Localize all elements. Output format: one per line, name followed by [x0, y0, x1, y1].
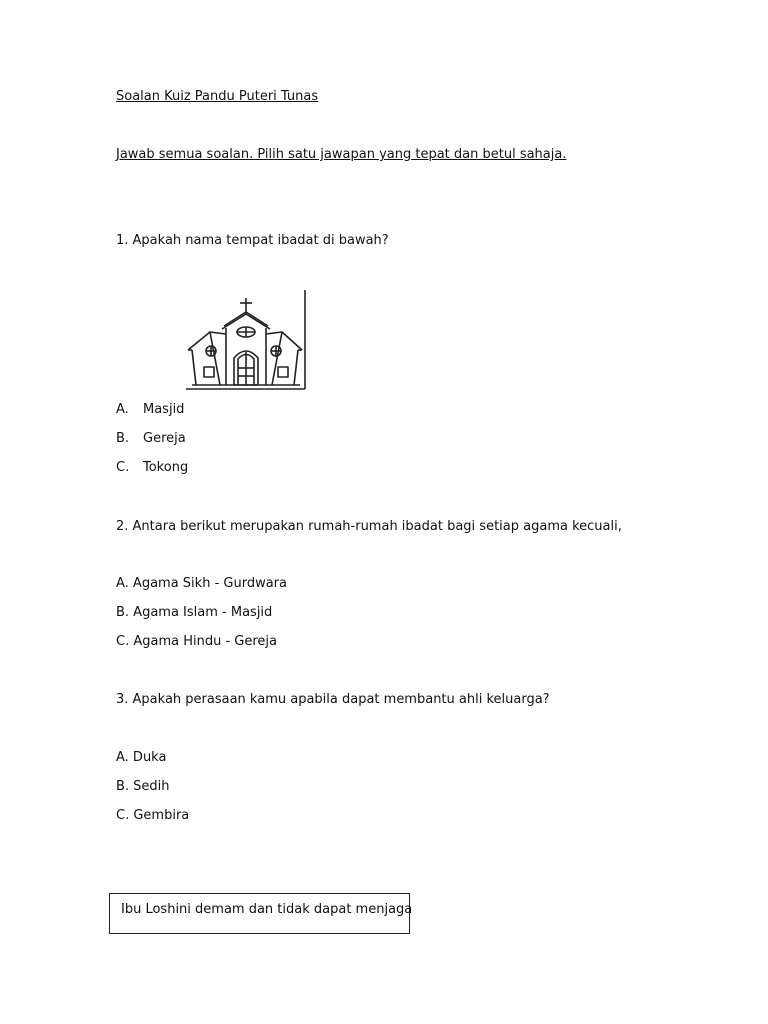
option-letter: B. — [116, 431, 130, 446]
q3-option-c: C. Gembira — [116, 808, 190, 823]
question-1: 1. Apakah nama tempat ibadat di bawah? — [116, 233, 389, 248]
q2-option-a: A. Agama Sikh - Gurdwara — [116, 576, 287, 591]
q2-option-c: C. Agama Hindu - Gereja — [116, 634, 277, 649]
text-box-content: Ibu Loshini demam dan tidak dapat menjaga — [121, 902, 413, 917]
church-icon — [184, 288, 308, 392]
q3-option-a: A. Duka — [116, 750, 167, 765]
option-text: Tokong — [143, 460, 189, 475]
q2-option-b: B. Agama Islam - Masjid — [116, 605, 273, 620]
option-letter: C. — [116, 460, 130, 475]
question-3: 3. Apakah perasaan kamu apabila dapat membantu ahli keluarga? — [116, 692, 550, 707]
text-box — [109, 893, 413, 934]
option-text: Masjid — [143, 402, 185, 417]
option-text: Gereja — [143, 431, 186, 446]
q3-option-b: B. Sedih — [116, 779, 170, 794]
question-2: 2. Antara berikut merupakan rumah-rumah ibadat bagi setiap agama kecuali, — [116, 519, 622, 534]
option-letter: A. — [116, 402, 129, 417]
quiz-title: Soalan Kuiz Pandu Puteri Tunas — [116, 89, 319, 104]
instruction-text: Jawab semua soalan. Pilih satu jawapan yang tepat dan betul sahaja. — [116, 147, 567, 162]
